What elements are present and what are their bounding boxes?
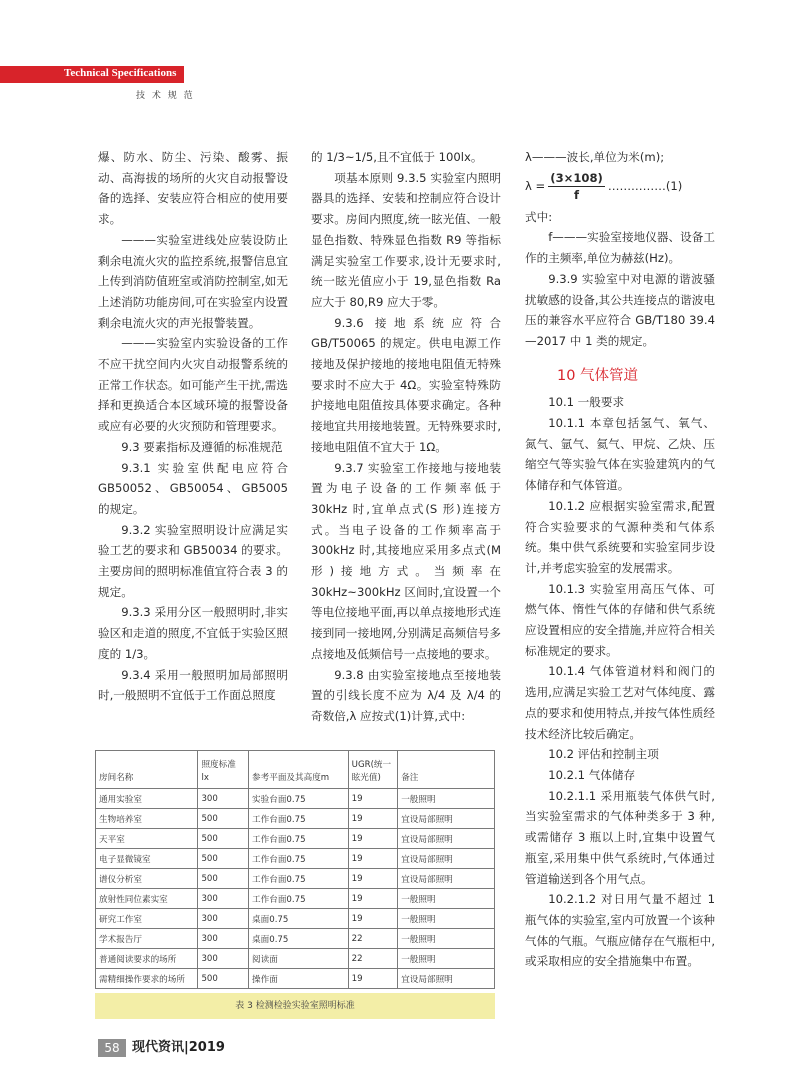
- table-cell: 22: [348, 929, 398, 949]
- formula-1: [525, 170, 715, 203]
- table-cell: 500: [198, 969, 249, 989]
- header-line-top: UGR(统一: [351, 760, 392, 770]
- table-cell: 19: [348, 969, 398, 989]
- table-cell: 500: [198, 809, 249, 829]
- table-row: [96, 889, 495, 909]
- table-cell: 300: [198, 949, 249, 969]
- table-cell: 300: [198, 909, 249, 929]
- table-row: [96, 949, 495, 969]
- paragraph: 9.3.7 实验室工作接地与接地装置为电子设备的工作频率低于 30kHz 时,宜单点式(S 形)连接方式。当电子设备的工作频率高于 300kHz 时,其接地应采用多点式(M 形)接地方式。当频率在 30kHz~300kHz 区间时,宜设置一个等电位接地平面,再以单点接地形式连接到同一接地网,分别满足高频信号多点接地及低频信号一点接地的要求。: [311, 460, 501, 661]
- table-caption: 表 3 检测检验实验室照明标准: [95, 993, 495, 1019]
- paragraph: 9.3.6 接地系统应符合 GB/T50065 的规定。供电电源工作接地及保护接地的接地电阻值无特殊要求时不应大于 4Ω。实验室特殊防护接地电阻值按具体要求确定。各种接地宜共用接地装置。无特殊要求时,接地电阻值不宜大于 1Ω。: [311, 315, 501, 454]
- table-row: [96, 869, 495, 889]
- header-line-bottom: 备注: [401, 773, 419, 783]
- table-header-cell: [398, 751, 495, 789]
- col3-paragraphs-b: [525, 392, 715, 972]
- table-header-cell: [96, 751, 198, 789]
- table-cell: 宜设局部照明: [398, 969, 495, 989]
- paragraph: 9.3.3 采用分区一般照明时,非实验区和走道的照度,不宜低于实验区照度的 1/3。: [98, 605, 288, 661]
- paragraph: 9.3.2 实验室照明设计应满足实验工艺的要求和 GB50034 的要求。主要房间的照明标准值宜符合表 3 的规定。: [98, 522, 288, 599]
- table-cell: 19: [348, 789, 398, 809]
- table-cell: 19: [348, 849, 398, 869]
- table-cell: 谱仪分析室: [96, 869, 198, 889]
- paragraph: 10.2 评估和控制主项: [548, 747, 659, 762]
- paragraph: 爆、防水、防尘、污染、酸雾、振动、高海拔的场所的火灾自动报警设备的选择、安装应符合相应的使用要求。: [98, 150, 288, 227]
- paragraph: 项基本原则 9.3.5 实验室内照明器具的选择、安装和控制应符合设计要求。房间内照度,统一眩光值、一般显色指数、特殊显色指数 R9 等指标满足实验室工作要求,设计无要求时,统一眩光值应小于 19,显色指数 Ra 应大于 80,R9 应大于零。: [311, 170, 501, 309]
- table-header-cell: [249, 751, 349, 789]
- formula-number: ……………(1): [607, 179, 683, 194]
- table-cell: 19: [348, 829, 398, 849]
- table-cell: 19: [348, 869, 398, 889]
- formula-lhs: λ =: [525, 179, 546, 194]
- table-cell: 500: [198, 849, 249, 869]
- table-cell: 学术报告厅: [96, 929, 198, 949]
- table-cell: 500: [198, 869, 249, 889]
- header-line-bottom: 眩光值): [351, 773, 381, 783]
- table-cell: 一般照明: [398, 929, 495, 949]
- formula-denominator: f: [574, 187, 580, 202]
- paragraph: 9.3.1 实验室供配电应符合GB50052、GB50054、GB5005 的规定。: [98, 460, 288, 516]
- section-title: 10 气体管道: [557, 367, 639, 384]
- text-column-3: [525, 147, 715, 972]
- paragraph: f———实验室接地仪器、设备工作的主频率,单位为赫兹(Hz)。: [525, 230, 715, 266]
- col3-paragraphs-a: [525, 227, 715, 351]
- paragraph: 10.2.1 气体储存: [548, 767, 636, 782]
- table-cell: 工作台面0.75: [249, 849, 349, 869]
- table-cell: 宜设局部照明: [398, 829, 495, 849]
- table-row: [96, 969, 495, 989]
- journal-name: 现代资讯|2019: [132, 1040, 225, 1055]
- text-column-2: [311, 147, 501, 727]
- paragraph: 10.2.1.1 采用瓶装气体供气时,当实验室需求的气体种类多于 3 种,或需储存 3 瓶以上时,宜集中设置气瓶室,采用集中供气系统时,气体通过管道输送到各个用气点。: [525, 788, 715, 886]
- table-cell: 通用实验室: [96, 789, 198, 809]
- paragraph: 9.3.9 实验室中对电源的谐波骚扰敏感的设备,其公共连接点的谐波电压的兼容水平应符合 GB/T180 39.4—2017 中 1 类的规定。: [525, 271, 715, 348]
- table-cell: 宜设局部照明: [398, 809, 495, 829]
- table-cell: 实验台面0.75: [249, 789, 349, 809]
- paragraph: 10.1.1 本章包括氢气、氧气、氮气、氩气、氦气、甲烷、乙炔、压缩空气等实验气体在实验建筑内的气体储存和气体管道。: [525, 416, 715, 493]
- paragraph: 9.3 要素指标及遵循的标准规范: [121, 439, 283, 454]
- table-cell: 宜设局部照明: [398, 849, 495, 869]
- table-cell: 300: [198, 889, 249, 909]
- table-cell: 一般照明: [398, 789, 495, 809]
- table-cell: 电子显微镜室: [96, 849, 198, 869]
- table-cell: 300: [198, 789, 249, 809]
- table-cell: 操作面: [249, 969, 349, 989]
- table-cell: 500: [198, 829, 249, 849]
- table-row: [96, 909, 495, 929]
- header-line-top: 参考平面及其高度m: [252, 773, 330, 783]
- table-row: [96, 789, 495, 809]
- paragraph: 9.3.4 采用一般照明加局部照明时,一般照明不宜低于工作面总照度: [98, 667, 288, 703]
- table-cell: 研究工作室: [96, 909, 198, 929]
- table-header-cell: [198, 751, 249, 789]
- table-cell: 300: [198, 929, 249, 949]
- table-cell: 天平室: [96, 829, 198, 849]
- table-row: [96, 809, 495, 829]
- paragraph: ———实验室内实验设备的工作不应干扰空间内火灾自动报警系统的正常工作状态。如可能产生干扰,需选择和更换适合本区域环境的报警设备或应有必要的火灾预防和管理要求。: [98, 336, 288, 434]
- paragraph: 10.1 一般要求: [548, 395, 625, 410]
- table-cell: 生物培养室: [96, 809, 198, 829]
- paragraph: 10.1.2 应根据实验室需求,配置符合实验要求的气源种类和气体系统。集中供气系统要和实验室同步设计,并考虑实验室的发展需求。: [525, 498, 715, 575]
- table-cell: 19: [348, 909, 398, 929]
- table-cell: 阅读面: [249, 949, 349, 969]
- where-label: 式中:: [525, 209, 553, 224]
- paragraph: 9.3.8 由实验室接地点至接地装置的引线长度不应为 λ/4 及 λ/4 的奇数倍,λ 应按式(1)计算,式中:: [311, 667, 501, 723]
- header-line-top: 照度标准: [201, 760, 236, 770]
- paragraph: 10.1.3 实验室用高压气体、可燃气体、惰性气体的存储和供气系统应设置相应的安全措施,并应符合相关标准规定的要求。: [525, 581, 715, 658]
- table-cell: 需精细操作要求的场所: [96, 969, 198, 989]
- text-column-1: [98, 147, 288, 706]
- lighting-standard-table: [95, 750, 495, 1019]
- table-cell: 放射性同位素实室: [96, 889, 198, 909]
- paragraph: 10.1.4 气体管道材料和阀门的选用,应满足实验工艺对气体纯度、露点的要求和使用特点,并按气体性质经技术经济比较后确定。: [525, 664, 715, 741]
- table-row: [96, 849, 495, 869]
- lambda-definition: λ———波长,单位为米(m);: [525, 150, 665, 164]
- table-cell: 一般照明: [398, 889, 495, 909]
- header-line-bottom: lx: [201, 773, 209, 783]
- table-cell: 桌面0.75: [249, 909, 349, 929]
- table-cell: 一般照明: [398, 909, 495, 929]
- table-header-row: [96, 751, 495, 789]
- table-cell: 19: [348, 889, 398, 909]
- formula-fraction: [548, 170, 605, 203]
- header-title: Technical Specifications: [64, 67, 177, 79]
- table-cell: 一般照明: [398, 949, 495, 969]
- table-cell: 19: [348, 809, 398, 829]
- paragraph: ———实验室进线处应装设防止剩余电流火灾的监控系统,报警信息宜上传到消防值班室或消防控制室,如无上述消防功能房间,可在实验室内设置剩余电流火灾的声光报警装置。: [98, 232, 288, 330]
- table-row: [96, 929, 495, 949]
- table-cell: 工作台面0.75: [249, 869, 349, 889]
- header-subtitle: 技 术 规 范: [136, 91, 195, 101]
- table-header-cell: [348, 751, 398, 789]
- table-cell: 普通阅读要求的场所: [96, 949, 198, 969]
- table-cell: 工作台面0.75: [249, 809, 349, 829]
- paragraph: 的 1/3~1/5,且不宜低于 100lx。: [311, 150, 483, 164]
- header-line-bottom: 房间名称: [99, 773, 134, 783]
- table-cell: 桌面0.75: [249, 929, 349, 949]
- table-cell: 宜设局部照明: [398, 869, 495, 889]
- table-cell: 工作台面0.75: [249, 829, 349, 849]
- page-number: 58: [98, 1039, 126, 1057]
- table-cell: 工作台面0.75: [249, 889, 349, 909]
- formula-numerator: (3×108): [550, 170, 603, 185]
- table-row: [96, 829, 495, 849]
- paragraph: 10.2.1.2 对日用气量不超过 1 瓶气体的实验室,室内可放置一个该种气体的气瓶。气瓶应储存在气瓶柜中,或采取相应的安全措施集中布置。: [525, 892, 715, 969]
- table-cell: 22: [348, 949, 398, 969]
